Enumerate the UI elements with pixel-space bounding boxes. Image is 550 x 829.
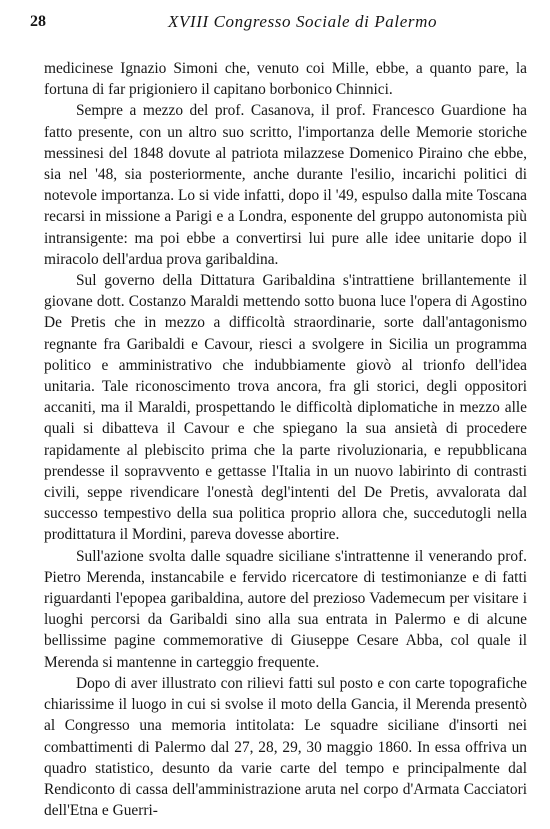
paragraph-simoni: medicinese Ignazio Simoni che, venuto coi Mille, ebbe, a quanto pare, la fortuna di far prigioniero il capitano borbonico Chinnici. bbox=[44, 60, 527, 99]
body-text bbox=[44, 58, 527, 821]
running-head: XVIII Congresso Sociale di Palermo bbox=[168, 12, 438, 31]
paragraph-maraldi: Sul governo della Dittatura Garibaldina s'intrattiene brillantemente il giovane dott. Costanzo Maraldi mettendo sotto buona luce l'opera di Agostino De Pretis che in mezzo a difficoltà straordinarie, sorte dall'antagonismo regnante fra Garibaldi e Cavour, riesci a svolgere in Sicilia un programma politico e amministrativo che indubbiamente giovò al trionfo dell'idea unitaria. Tale riconoscimento trova ancora, fra gli storici, degli oppositori accaniti, ma il Maraldi, prospettando le difficoltà diplomatiche in mezzo alle quali si dibatteva il Cavour e che spiegano la sua ansietà di procedere rapidamente al plebiscito prima che la parte rivoluzionaria, e repubblicana prendesse il sopravvento e gettasse l'Italia in un nuovo labirinto di contrasti civili, seppe rivendicare l'onestà degl'intenti del De Pretis, avvalorata dal successo tempestivo della sua politica proprio allora che, succedutogli nella prodittatura il Mordini, pareva dovesse abortire. bbox=[44, 272, 527, 544]
page-number: 28 bbox=[30, 13, 46, 30]
page-header bbox=[30, 13, 528, 35]
paragraph-guardione: Sempre a mezzo del prof. Casanova, il prof. Francesco Guardione ha fatto presente, con un altro suo scritto, l'importanza delle Memorie storiche messinesi del 1848 dovute al patriota milazzese Domenico Piraino che ebbe, sia nel '48, sia posteriormente, anche durante l'esilio, incarichi politici di notevole importanza. Lo si vide infatti, dopo il '49, espulso dalla mite Toscana recarsi in missione a Parigi e a Londra, esponente del gruppo autonomista più intransigente: ma poi ebbe a convertirsi lui pure alle idee unitarie dopo il miracolo dell'ardua prova garibaldina. bbox=[44, 102, 527, 268]
paragraph-merenda: Sull'azione svolta dalle squadre siciliane s'intrattenne il venerando prof. Pietro Merenda, instancabile e fervido ricercatore di testimonianze e di fatti riguardanti l'epopea garibaldina, autore del prezioso Vademecum per visitare i luoghi percorsi da Garibaldi sino alla sua entrata in Palermo e di alcune bellissime pagine commemorative di Giuseppe Cesare Abba, col quale il Merenda si mantenne in carteggio frequente. bbox=[44, 547, 527, 671]
paragraph-squadre: Dopo di aver illustrato con rilievi fatti sul posto e con carte topografiche chiarissime il luogo in cui si svolse il moto della Gancia, il Merenda presentò al Congresso una memoria intitolata: Le squadre siciliane d'insorti nei combattimenti di Palermo dal 27, 28, 29, 30 maggio 1860. In essa offriva un quadro statistico, desunto da varie carte del tempo e principalmente dal Rendiconto di cassa dell'amministrazione aruta nel corpo d'Armata Cacciatori dell'Etna e Guerri- bbox=[44, 674, 527, 820]
